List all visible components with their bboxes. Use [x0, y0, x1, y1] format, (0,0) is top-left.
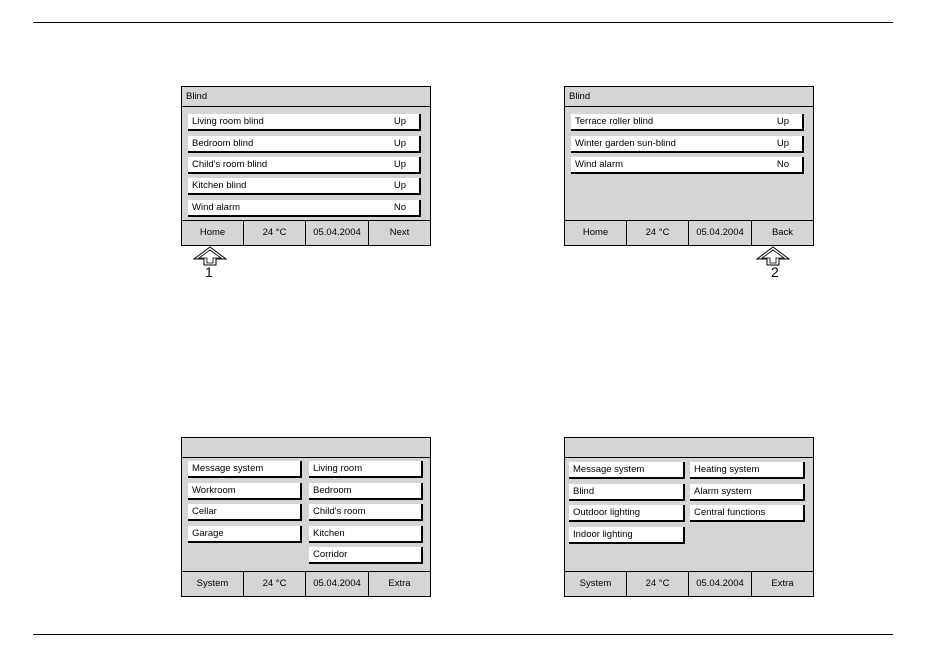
extra-button[interactable]: Extra — [388, 578, 411, 589]
menu-item-central-functions[interactable]: Central functions — [690, 505, 805, 522]
next-button[interactable]: Next — [389, 227, 410, 238]
screen-functions-menu — [564, 437, 814, 597]
item-value: Up — [393, 159, 406, 170]
menu-item-outdoor-lighting[interactable]: Outdoor lighting — [569, 505, 685, 522]
blind-item-bedroom[interactable] — [188, 136, 421, 153]
blind-item-winter-garden[interactable] — [571, 136, 804, 153]
menu-item-kitchen[interactable]: Kitchen — [309, 526, 423, 543]
menu-item-workroom[interactable]: Workroom — [188, 483, 302, 500]
temperature-readout: 24 °C — [244, 221, 306, 245]
blind-item-wind-alarm[interactable] — [571, 157, 804, 174]
menu-item-heating-system[interactable]: Heating system — [690, 462, 805, 479]
screen-title: Blind — [182, 87, 430, 107]
menu-item-garage[interactable]: Garage — [188, 526, 302, 543]
menu-item-blind[interactable]: Blind — [569, 484, 685, 501]
home-button[interactable]: Home — [565, 221, 627, 245]
bottom-rule — [33, 634, 893, 635]
callout-number: 1 — [205, 264, 213, 280]
item-value: Up — [393, 138, 406, 149]
menu-item-childs-room[interactable]: Child's room — [309, 504, 423, 521]
item-label: Child's room blind — [192, 159, 268, 170]
footer-bar — [182, 220, 430, 245]
date-readout: 05.04.2004 — [689, 221, 752, 245]
system-button[interactable]: System — [182, 572, 244, 596]
menu-item-indoor-lighting[interactable]: Indoor lighting — [569, 527, 685, 544]
date-readout: 05.04.2004 — [306, 221, 369, 245]
item-value: No — [393, 202, 406, 213]
menu-item-cellar[interactable]: Cellar — [188, 504, 302, 521]
item-label: Kitchen blind — [192, 180, 247, 191]
menu-item-living-room[interactable]: Living room — [309, 461, 423, 478]
menu-item-message-system[interactable]: Message system — [188, 461, 302, 478]
item-label: Winter garden sun-blind — [575, 138, 676, 149]
screen-title: Blind — [565, 87, 813, 107]
footer-bar — [182, 571, 430, 596]
menu-item-message-system[interactable]: Message system — [569, 462, 685, 479]
system-button[interactable]: System — [565, 572, 627, 596]
footer-bar — [565, 571, 813, 596]
screen-title — [565, 438, 813, 458]
item-value: Up — [393, 116, 406, 127]
screen-blind-page-2 — [564, 86, 814, 246]
screen-title — [182, 438, 430, 458]
menu-item-bedroom[interactable]: Bedroom — [309, 483, 423, 500]
temperature-readout: 24 °C — [627, 221, 689, 245]
date-readout: 05.04.2004 — [306, 572, 369, 596]
callout-number: 2 — [771, 264, 779, 280]
up-arrow-icon — [756, 246, 790, 266]
item-label: Living room blind — [192, 116, 264, 127]
blind-item-childs-room[interactable] — [188, 157, 421, 174]
item-value: Up — [393, 180, 406, 191]
item-label: Terrace roller blind — [575, 116, 654, 127]
menu-item-corridor[interactable]: Corridor — [309, 547, 423, 564]
temperature-readout: 24 °C — [244, 572, 306, 596]
menu-item-alarm-system[interactable]: Alarm system — [690, 484, 805, 501]
temperature-readout: 24 °C — [627, 572, 689, 596]
item-value: Up — [776, 116, 789, 127]
item-label: Bedroom blind — [192, 138, 254, 149]
blind-item-wind-alarm[interactable] — [188, 200, 421, 217]
screen-rooms-menu — [181, 437, 431, 597]
blind-item-living-room[interactable] — [188, 114, 421, 131]
item-value: Up — [776, 138, 789, 149]
extra-button[interactable]: Extra — [771, 578, 794, 589]
home-button[interactable]: Home — [182, 221, 244, 245]
blind-item-terrace-roller[interactable] — [571, 114, 804, 131]
blind-item-kitchen[interactable] — [188, 178, 421, 195]
screen-blind-page-1 — [181, 86, 431, 246]
up-arrow-icon — [193, 246, 227, 266]
top-rule — [33, 22, 893, 23]
item-label: Wind alarm — [575, 159, 624, 170]
item-label: Wind alarm — [192, 202, 241, 213]
item-value: No — [776, 159, 789, 170]
footer-bar — [565, 220, 813, 245]
back-button[interactable]: Back — [771, 227, 794, 238]
date-readout: 05.04.2004 — [689, 572, 752, 596]
